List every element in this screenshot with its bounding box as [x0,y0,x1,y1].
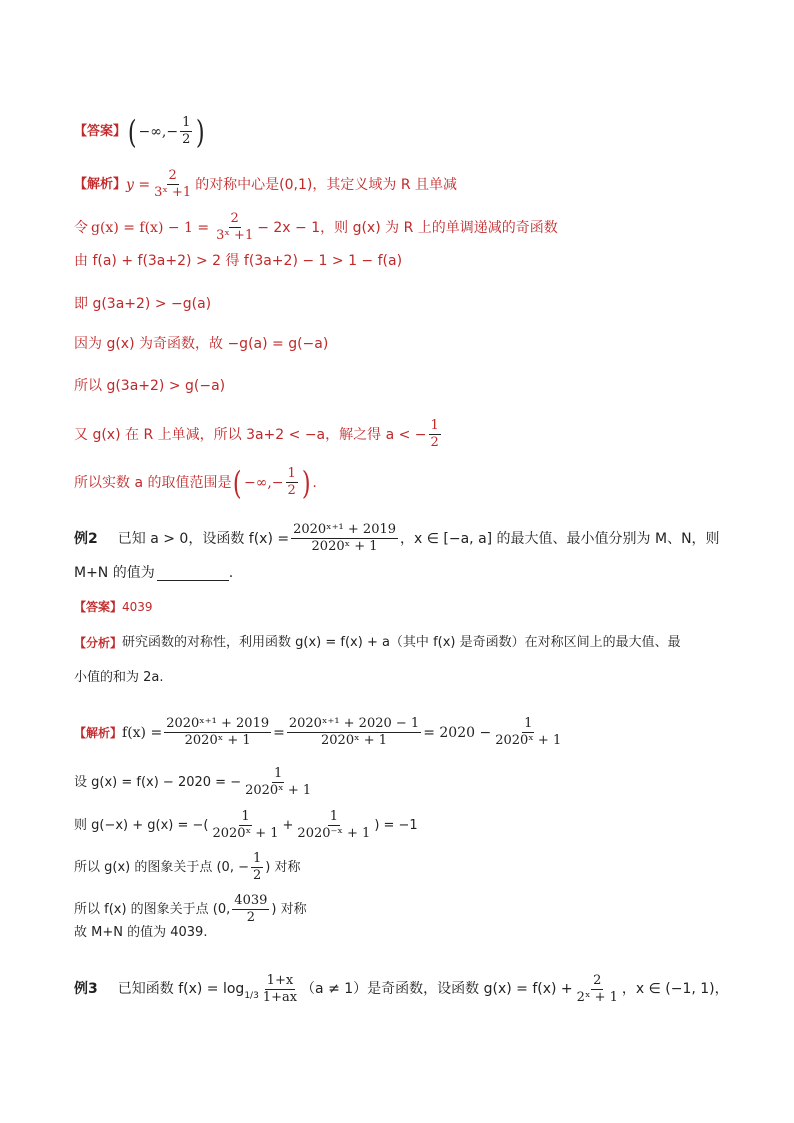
text: 设 g(x) = f(x) − 2020 = − [74,774,242,790]
log-base: 1/3 [244,991,259,1001]
math: g(x) = f(x) − 1 = [91,219,210,236]
open-paren: ( [127,112,137,151]
fraction: $\frac{1}{2}$ [253,851,262,883]
text: ) 对称 [265,859,301,875]
text: 令 [74,219,88,236]
text: 所以 g(x) 的图象关于点 (0, − [74,859,249,875]
ex2-jiexi-line2 [74,766,315,799]
ex1-l4: 即 g(3a+2) > −g(a) [74,296,212,312]
ex1-analysis-line2 [74,211,558,244]
y-eq: y = [126,176,151,193]
close-paren: ) [196,112,205,151]
answer-blank [157,566,229,581]
text: 所以 f(x) 的图象关于点 (0, [74,901,231,917]
example-title: 例3 [74,981,98,997]
ex1-l6: 所以 g(3a+2) > g(−a) [74,378,226,394]
text: 的对称中心是(0,1)，其定义域为 R 且单减 [195,176,458,193]
ex2-fenxi1 [74,633,681,653]
math: = 2020 − [423,724,492,741]
ex2-question [74,522,720,555]
ex1-analysis-line1 [74,168,457,201]
ex1-answer-line [74,112,207,151]
answer-label: 【答案】 [74,600,123,614]
text: ，x ∈ [−a, a] 的最大值、最小值分别为 M、N，则 [400,530,720,547]
fraction: $\frac{\text{2020ˣ⁺¹ + 2019}}{\text{2020ˣ + 1}}$ [166,716,270,748]
fraction: $\frac{1}{2}$ [430,418,439,450]
fraction: $\frac{2}{\text{3ˣ +1}}$ [216,211,254,243]
ex2-jiexi-line1: 【解析】 f(x) = $\frac{\text{2020ˣ⁺¹ + 2019}}{\text{2020ˣ + 1}}$ = $\frac{\text{2020ˣ⁺¹ + 2020 − 1}}{\text{2020ˣ + 1}}$ = 2020 − $\frac{1}{\text{2020ˣ + 1}}$ [74,716,562,748]
ex2-jiexi-line3: 则 g(−x) + g(x) = −( $\frac{1}{\text{2020ˣ + 1}}$ + $\frac{1}{\text{2020⁻ˣ + 1}}$ ) = −1 [74,809,418,841]
text: 又 g(x) 在 R 上单减，所以 3a+2 < −a，解之得 a < − [74,426,427,443]
fraction: $\frac{1}{\text{2020⁻ˣ + 1}}$ [297,809,371,841]
ex2-answer [74,597,153,617]
ex2-jiexi-line6: 故 M+N 的值为 4039. [74,925,208,940]
text: − 2x − 1，则 g(x) 为 R 上的单调递减的奇函数 [257,219,558,236]
fraction: $\frac{1+x}{1+ax}$ [262,972,298,1005]
math: f(x) = [122,724,163,741]
math: −∞,− [243,474,284,491]
fraction: $\frac{2}{\text{2ˣ + 1}}$ [576,972,618,1005]
ex1-l5: 因为 g(x) 为奇函数，故 −g(a) = g(−a) [74,336,329,352]
fraction: $\frac{\text{2020ˣ⁺¹ + 2020 − 1}}{\text{2020ˣ + 1}}$ [288,716,420,748]
text: 所以实数 a 的取值范围是 [74,474,232,491]
ex2-jiexi-line4 [74,851,301,884]
open-paren: ( [233,463,243,502]
fraction: $\frac{4039}{2}$ [234,893,268,925]
fraction: $\frac{\text{2020ˣ⁺¹ + 2019}}{\text{2020ˣ + 1}}$ [293,522,397,554]
fraction: $\frac{2}{\text{3ˣ +1}}$ [154,168,192,200]
text: 研究函数的对称性，利用函数 g(x) = f(x) + a（其中 f(x) 是奇函数）在对称区间上的最大值、最 [122,635,681,650]
answer-value: 4039 [122,600,153,614]
ex2-fenxi2: 小值的和为 2a. [74,670,164,685]
fraction: $\frac{1}{2}$ [182,115,191,147]
ex1-l8 [74,463,317,502]
fraction: $\frac{1}{2}$ [287,466,296,498]
text: 已知 a > 0，设函数 f(x) = [117,530,290,547]
fenxi-label: 【分析】 [74,636,123,650]
ex3-question [74,972,729,1006]
fraction: $\frac{1}{\text{2020ˣ + 1}}$ [245,766,312,798]
ex1-l3: 由 f(a) + f(3a+2) > 2 得 f(3a+2) − 1 > 1 − f(a) [74,253,403,269]
text: ) 对称 [271,901,307,917]
text: ，x ∈ (−1, 1)， [621,981,729,997]
close-paren: ) [301,463,311,502]
text: （a ≠ 1）是奇函数，设函数 g(x) = f(x) + [301,981,573,997]
fraction: $\frac{1}{\text{2020ˣ + 1}}$ [212,809,279,841]
example-title: 例2 [74,530,98,547]
ex1-l7 [74,418,443,451]
jiexi-label: 【解析】 [74,725,123,740]
answer-math: −∞,− [138,123,179,140]
ex2-jiexi-line5 [74,893,307,926]
fraction: $\frac{1}{\text{2020ˣ + 1}}$ [495,716,562,748]
text: 则 g(−x) + g(x) = −( [74,817,209,833]
text: . [312,474,317,491]
text: M+N 的值为 [74,565,155,581]
analysis-label: 【解析】 [74,176,127,192]
text: ) = −1 [374,817,418,833]
answer-label: 【答案】 [74,123,127,139]
text: 已知函数 f(x) = log [117,981,245,997]
ex2-question2: M+N 的值为 . [74,565,234,581]
